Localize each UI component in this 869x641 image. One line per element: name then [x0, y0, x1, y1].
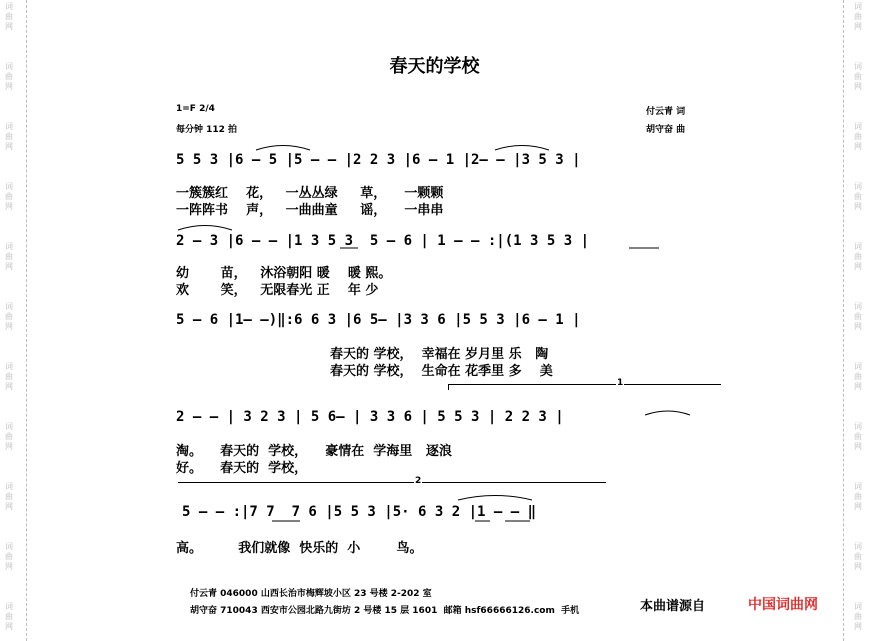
lyrics-line-5-verse-1: 高。 我们就像 快乐的 小 鸟。 — [176, 541, 423, 556]
slur-2 — [495, 146, 549, 151]
watermark-right-4: 词 曲 网 — [854, 182, 862, 211]
watermark-right-2: 词 曲 网 — [854, 62, 862, 91]
slur-5 — [458, 496, 532, 501]
volta-label-2: 2 — [415, 476, 422, 486]
lyrics-line-3-verse-1: 春天的 学校， 幸福在 岁月里 乐 陶 — [330, 347, 549, 362]
watermark-right-3: 词 曲 网 — [854, 122, 862, 151]
notation-line-1: 5 5 3 |6 — 5 |5 — — |2 2 3 |6 — 1 |2— — |3 5 3 | — [176, 152, 581, 168]
watermark-left-3: 词 曲 网 — [5, 122, 13, 151]
lyrics-line-1-verse-2: 一阵阵书 声， 一曲曲童 谣， 一串串 — [176, 203, 444, 218]
watermark-left-2: 词 曲 网 — [5, 62, 13, 91]
watermark-left-7: 词 曲 网 — [5, 362, 13, 391]
watermark-left-10: 词 曲 网 — [5, 542, 13, 571]
watermark-left-5: 词 曲 网 — [5, 242, 13, 271]
tempo: 每分钟 112 拍 — [176, 125, 238, 135]
lyrics-line-4-verse-2: 好。 春天的 学校， — [176, 461, 308, 476]
watermark-right-11: 词 曲 网 — [854, 602, 862, 631]
footer-address-composer: 胡守奋 710043 西安市公园北路九街坊 2 号楼 15 层 1601 邮箱 hsf66666126.com 手机 — [190, 606, 580, 616]
watermark-right-7: 词 曲 网 — [854, 362, 862, 391]
volta-bracket-1 — [448, 384, 721, 390]
notation-line-2: 2 — 3 |6 — — |1 3 5 3 5 — 6 | 1 — — :|(1 3 5 3 | — [176, 233, 590, 249]
lyrics-line-3-verse-2: 春天的 学校， 生命在 花季里 多 美 — [330, 364, 553, 379]
watermark-right-6: 词 曲 网 — [854, 302, 862, 331]
watermark-right-9: 词 曲 网 — [854, 482, 862, 511]
watermark-right-1: 词 曲 网 — [854, 2, 862, 31]
notation-line-4: 2 — — | 3 2 3 | 5 6— | 3 3 6 | 5 5 3 | 2 2 3 | — [176, 409, 564, 425]
watermark-left-11: 词 曲 网 — [5, 602, 13, 631]
volta-bracket-2 — [178, 482, 606, 488]
watermark-left-8: 词 曲 网 — [5, 422, 13, 451]
lyricist: 付云青 词 — [646, 107, 686, 117]
lyrics-line-4-verse-1: 淘。 春天的 学校， 豪情在 学海里 逐浪 — [176, 444, 452, 459]
watermark-right-10: 词 曲 网 — [854, 542, 862, 571]
notation-line-5: 5 — — :|7 7 7 6 |5 5 3 |5· 6 3 2 |1 — — ‖ — [182, 504, 537, 520]
source-label: 本曲谱源自 — [640, 599, 706, 614]
watermark-right-8: 词 曲 网 — [854, 422, 862, 451]
watermark-left-1: 词 曲 网 — [5, 2, 13, 31]
key-signature: 1=F 2/4 — [176, 104, 215, 114]
slur-1 — [256, 146, 310, 151]
site-brand[interactable]: 中国词曲网 — [748, 597, 818, 613]
lyrics-line-1-verse-1: 一簇簇红 花， 一丛丛绿 草， 一颗颗 — [176, 186, 444, 201]
volta-label-1: 1 — [617, 378, 624, 388]
lyrics-line-2-verse-1: 幼 苗， 沐浴朝阳 暖 暖 熙。 — [176, 266, 392, 281]
watermark-right-5: 词 曲 网 — [854, 242, 862, 271]
song-title: 春天的学校 — [389, 56, 480, 77]
watermark-left-4: 词 曲 网 — [5, 182, 13, 211]
lyrics-line-2-verse-2: 欢 笑， 无限春光 正 年 少 — [176, 283, 379, 298]
slur-4 — [645, 411, 690, 415]
composer: 胡守奋 曲 — [646, 125, 686, 135]
footer-address-lyricist: 付云青 046000 山西长治市梅辉坡小区 23 号楼 2-202 室 — [190, 589, 432, 599]
watermark-left-6: 词 曲 网 — [5, 302, 13, 331]
watermark-left-9: 词 曲 网 — [5, 482, 13, 511]
notation-line-3: 5 — 6 |1— —)‖:6 6 3 |6 5— |3 3 6 |5 5 3 |6 — 1 | — [176, 312, 581, 328]
slur-3 — [178, 226, 232, 231]
